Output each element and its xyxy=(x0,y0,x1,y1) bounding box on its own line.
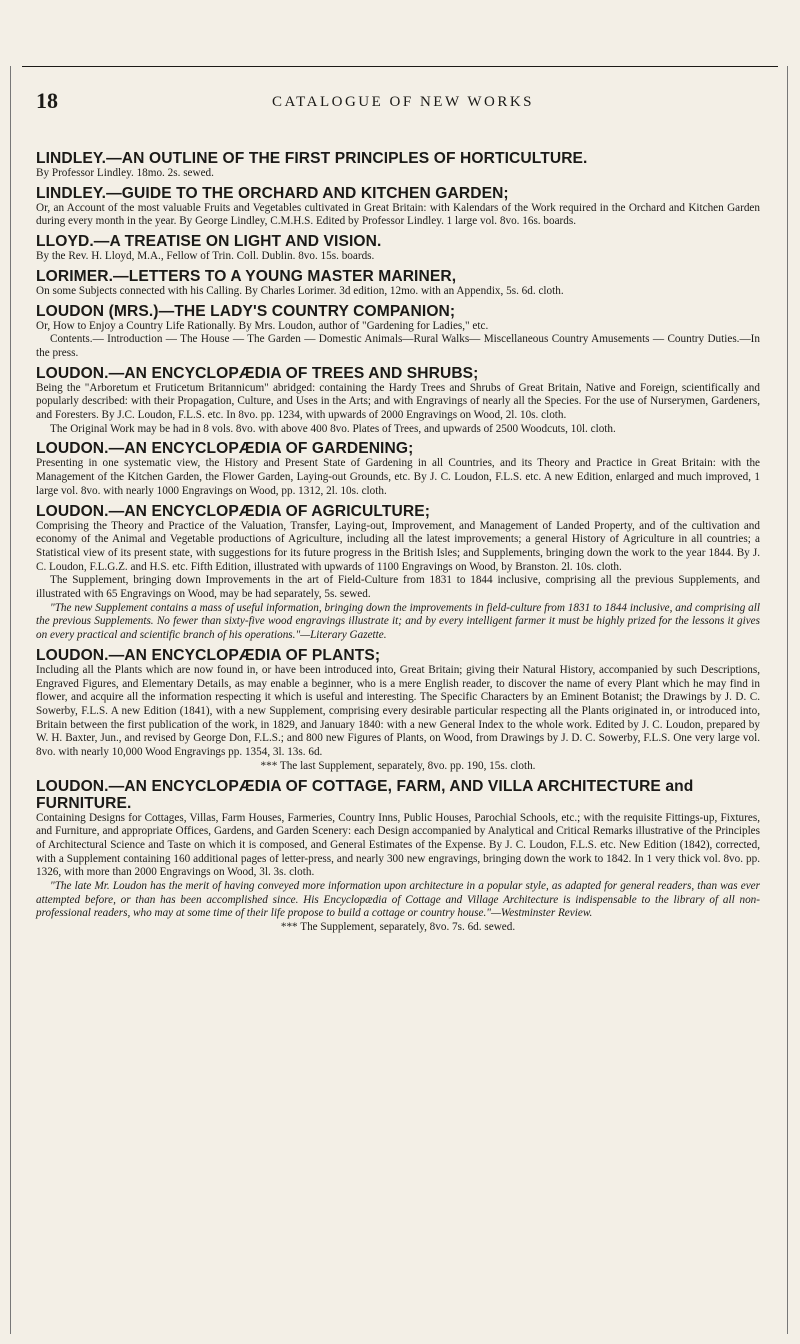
top-rule xyxy=(22,66,778,67)
review-quote: "The late Mr. Loudon has the merit of having conveyed more information upon architecture in a popular style, as adapted for general readers, than was ever attempted before, or than has been accomplished since. His Encyclopædia of Cottage and Village Architecture is indispensable to the library of all non-professional readers, who may at some time of their life propose to build a cottage or country house."—Westminster Review. xyxy=(36,880,760,920)
entry-text: Including all the Plants which are now found in, or have been introduced into, Great Britain; giving their Natural History, accompanied by such Descriptions, Engraved Figures, and Elementary Details, as may enable a beginner, who is a mere English reader, to discover the name of every Plant which he may find in flower, and acquire all the information respecting it which is useful and interesting. The Specific Characters by an Eminent Botanist; the Drawings by J. D. C. Sowerby, F.L.S. A new Edition (1841), with a new Supplement, comprising every desirable particular respecting all the Plants originated in, or introduced into, Britain between the first publication of the work, in 1829, and January 1840: with a new General Index to the whole work. Edited by J. C. Loudon, prepared by W. H. Baxter, Jun., and revised by George Don, F.L.S.; and 800 new Figures of Plants, on Wood, from Drawings by J. D. C. Sowerby, F.L.S. One very large vol. 8vo. with nearly 10,000 Wood Engravings pp. 1354, 3l. 13s. 6d. xyxy=(36,663,760,759)
entry-title: LORIMER.—LETTERS TO A YOUNG MASTER MARINER, xyxy=(36,267,457,285)
catalogue-entries xyxy=(36,150,760,939)
entry-text: Comprising the Theory and Practice of the Valuation, Transfer, Laying-out, Improvement, and Management of Landed Property, and of the cultivation and economy of the Animal and Vegetable productions of Agriculture, including all the latest improvements; a general History of Agriculture in all countries; a Statistical view of its present state, with suggestions for its future progress in the British Isles; and Supplements, bringing down the work to the year 1844. By J. C. Loudon, F.L.G.Z. and H.S. etc. Fifth Edition, illustrated with upwards of 1100 Engravings on Wood, by Branston. 2l. 10s. cloth. xyxy=(36,519,760,573)
right-margin-rule xyxy=(787,66,788,1334)
entry-text: The Supplement, bringing down Improvements in the art of Field-Culture from 1831 to 1844 inclusive, comprising all the previous Supplements, and illustrated with 65 Engravings on Wood, may be had separately, 5s. sewed. xyxy=(36,574,760,601)
catalogue-entry xyxy=(36,268,760,299)
entry-text: Or, How to Enjoy a Country Life Rationally. By Mrs. Loudon, author of "Gardening for Ladies," etc. xyxy=(36,319,489,332)
catalogue-entry xyxy=(36,303,760,361)
running-head xyxy=(36,88,770,120)
catalogue-entry xyxy=(36,185,760,229)
entry-text: Being the "Arboretum et Fruticetum Britannicum" abridged: containing the Hardy Trees and Shrubs of Great Britain, Native and Foreign, scientifically and popularly described: with their Propagation, Culture, and Uses in the Arts; and with Engravings of nearly all the Species. For the use of Nurserymen, Gardeners, and Foresters. By J.C. Loudon, F.L.S. etc. In 8vo. pp. 1234, with upwards of 2000 Engravings on Wood, 2l. 10s. cloth. xyxy=(36,381,760,422)
entry-title: LOUDON.—AN ENCYCLOPÆDIA OF TREES AND SHRUBS; xyxy=(36,364,479,382)
page-title: CATALOGUE OF NEW WORKS xyxy=(272,94,534,110)
catalogue-entry xyxy=(36,503,760,643)
supplement-note: *** The Supplement, separately, 8vo. 7s. 6d. sewed. xyxy=(280,921,516,934)
entry-text: The Original Work may be had in 8 vols. 8vo. with above 400 8vo. Plates of Trees, and upwards of 2500 Woodcuts, 10l. cloth. xyxy=(50,422,616,435)
entry-contents: Contents.— Introduction — The House — The Garden — Domestic Animals—Rural Walks— Miscellaneous Country Amusements — Country Duties.—In the press. xyxy=(36,333,760,359)
entry-title: LOUDON.—AN ENCYCLOPÆDIA OF GARDENING; xyxy=(36,440,414,458)
catalogue-entry xyxy=(36,233,760,264)
entry-title: LOUDON.—AN ENCYCLOPÆDIA OF PLANTS; xyxy=(36,646,381,664)
catalogue-entry xyxy=(36,440,760,498)
catalogue-entry xyxy=(36,365,760,437)
entry-title: LINDLEY.—GUIDE TO THE ORCHARD AND KITCHEN GARDEN; xyxy=(36,184,509,202)
entry-title: LINDLEY.—AN OUTLINE OF THE FIRST PRINCIPLES OF HORTICULTURE. xyxy=(36,150,588,167)
entry-title: LOUDON.—AN ENCYCLOPÆDIA OF AGRICULTURE; xyxy=(36,502,431,520)
entry-text: Presenting in one systematic view, the History and Present State of Gardening in all Countries, and its Theory and Practice in Great Britain: with the Management of the Kitchen Garden, the Flower Garden, Laying-out Grounds, etc. By J. C. Loudon, F.L.S. etc. A new Edition, enlarged and much improved, 1 large vol. 8vo. with nearly 1000 Engravings on Wood, pp. 1312, 2l. 10s. cloth. xyxy=(36,457,760,497)
entry-title: LLOYD.—A TREATISE ON LIGHT AND VISION. xyxy=(36,233,382,251)
catalogue-entry xyxy=(36,778,760,935)
entry-title: LOUDON.—AN ENCYCLOPÆDIA OF COTTAGE, FARM, AND VILLA ARCHITECTURE and FURNITURE. xyxy=(36,777,694,812)
page-number: 18 xyxy=(36,88,58,113)
entry-text: Containing Designs for Cottages, Villas, Farm Houses, Farmeries, Country Inns, Public Houses, Parochial Schools, etc.; with the requisite Fittings-up, Fixtures, and Furniture, and appropriate Offices, Gardens, and Garden Scenery: each Design accompanied by Analytical and Critical Remarks illustrative of the Principles of Architectural Science and Taste on which it is composed, and General Estimates of the Expense. By J. C. Loudon, F.L.S. etc. New Edition (1842), corrected, with a Supplement containing 160 additional pages of letter-press, and nearly 300 new engravings, bringing down the work to 1842. In 1 very thick vol. 8vo. pp. 1326, with more than 2000 Engravings on Wood, 3l. 3s. cloth. xyxy=(36,811,760,879)
entry-text: By Professor Lindley. 18mo. 2s. sewed. xyxy=(36,167,214,179)
left-margin-rule xyxy=(10,66,11,1334)
catalogue-entry xyxy=(36,647,760,774)
entry-text: On some Subjects connected with his Calling. By Charles Lorimer. 3d edition, 12mo. with an Appendix, 5s. 6d. cloth. xyxy=(36,284,564,297)
catalogue-entry xyxy=(36,150,760,181)
entry-text: By the Rev. H. Lloyd, M.A., Fellow of Trin. Coll. Dublin. 8vo. 15s. boards. xyxy=(36,250,375,263)
entry-title: LOUDON (MRS.)—THE LADY'S COUNTRY COMPANION; xyxy=(36,302,456,320)
review-quote: "The new Supplement contains a mass of useful information, bringing down the improvements in field-culture from 1831 to 1844 inclusive, and comprising all the previous Supplements. No fewer than sixty-five wood engravings illustrate it; and by every intelligent farmer it must be highly prized for the lessons it gives on every practical and scientific branch of his operations."—Literary Gazette. xyxy=(36,601,760,642)
entry-text: Or, an Account of the most valuable Fruits and Vegetables cultivated in Great Britain: with Kalendars of the Work required in the Orchard and Kitchen Garden during every month in the year. By George Lindley, C.M.H.S. Edited by Professor Lindley. 1 large vol. 8vo. 16s. boards. xyxy=(36,201,760,228)
supplement-note: *** The last Supplement, separately, 8vo. pp. 190, 15s. cloth. xyxy=(260,759,536,772)
